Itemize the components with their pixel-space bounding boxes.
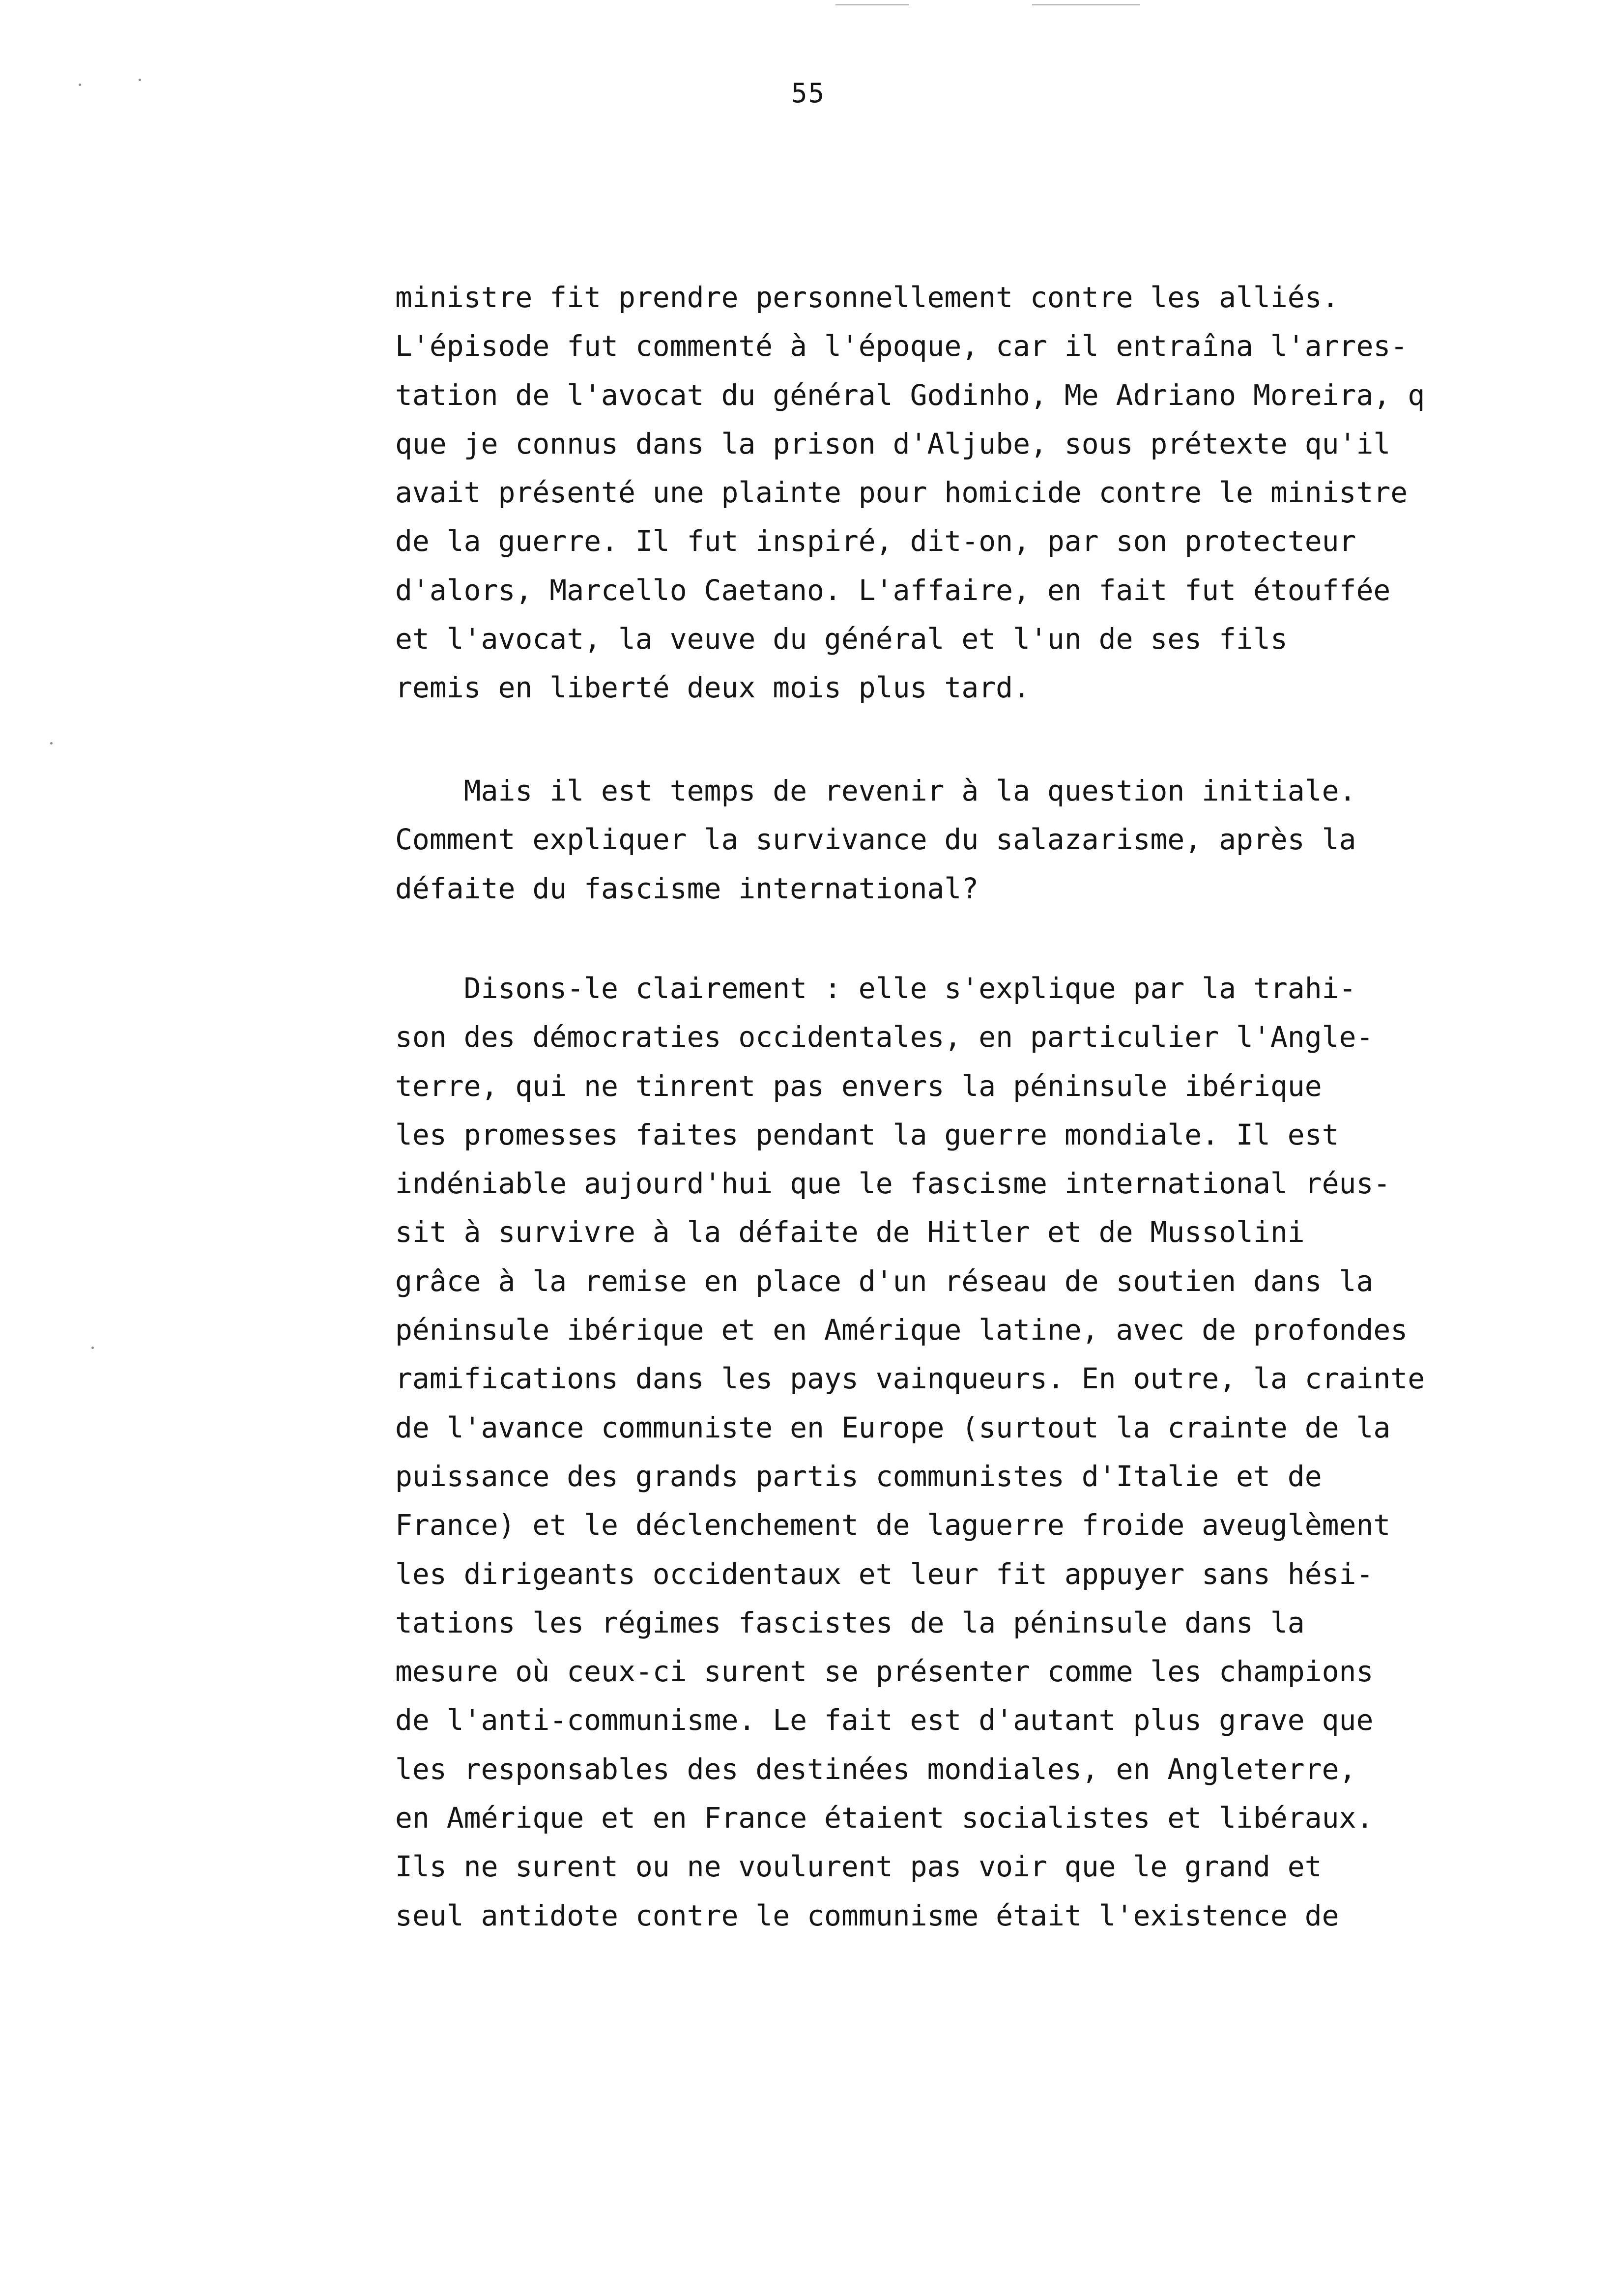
text-line: d'alors, Marcello Caetano. L'affaire, en fait fut étouffée (395, 573, 1391, 607)
text-line: grâce à la remise en place d'un réseau de soutien dans la (395, 1264, 1374, 1298)
page-number: 55 (791, 78, 826, 109)
text-line: son des démocraties occidentales, en particulier l'Angle- (395, 1020, 1374, 1054)
text-line: tation de l'avocat du général Godinho, Me Adriano Moreira, q (395, 378, 1425, 412)
scan-artifact-top-2 (1032, 4, 1140, 5)
scan-speck (79, 84, 81, 86)
text-line: ministre fit prendre personnellement contre les alliés. (395, 281, 1339, 314)
text-line: Comment expliquer la survivance du salazarisme, après la (395, 823, 1356, 857)
text-line: Ils ne surent ou ne voulurent pas voir que le grand et (395, 1850, 1322, 1884)
text-line: que je connus dans la prison d'Aljube, sous prétexte qu'il (395, 427, 1391, 460)
text-line: les dirigeants occidentaux et leur fit appuyer sans hési- (395, 1557, 1374, 1591)
text-line: et l'avocat, la veuve du général et l'un de ses fils (395, 622, 1288, 656)
text-line: remis en liberté deux mois plus tard. (395, 671, 1031, 705)
text-line: France) et le déclenchement de laguerre froide aveuglèment (395, 1508, 1391, 1542)
text-line: seul antidote contre le communisme était l'existence de (395, 1898, 1339, 1932)
scan-speck (139, 79, 141, 81)
text-line: de la guerre. Il fut inspiré, dit-on, par son protecteur (395, 524, 1356, 558)
paragraph (395, 273, 1425, 713)
text-line: de l'anti-communisme. Le fait est d'autant plus grave que (395, 1703, 1374, 1737)
text-line: tations les régimes fascistes de la péninsule dans la (395, 1606, 1305, 1639)
scan-artifact-top-1 (835, 4, 909, 5)
text-line: de l'avance communiste en Europe (surtout la crainte de la (395, 1410, 1391, 1444)
scan-speck (50, 742, 53, 745)
text-line: les promesses faites pendant la guerre mondiale. Il est (395, 1118, 1339, 1151)
scan-speck (91, 1347, 94, 1349)
text-line: défaite du fascisme international? (395, 871, 979, 905)
paragraph (395, 767, 1356, 913)
text-line: mesure où ceux-ci surent se présenter comme les champions (395, 1655, 1374, 1689)
text-line: ramifications dans les pays vainqueurs. En outre, la crainte (395, 1362, 1425, 1396)
text-line: les responsables des destinées mondiales, en Angleterre, (395, 1752, 1356, 1786)
text-line: Mais il est temps de revenir à la question initiale. (395, 774, 1356, 807)
text-line: indéniable aujourd'hui que le fascisme international réus- (395, 1167, 1391, 1201)
text-line: avait présenté une plainte pour homicide contre le ministre (395, 476, 1408, 510)
text-line: sit à survivre à la défaite de Hitler et de Mussolini (395, 1215, 1305, 1249)
text-line: en Amérique et en France étaient socialistes et libéraux. (395, 1801, 1374, 1835)
text-line: terre, qui ne tinrent pas envers la péninsule ibérique (395, 1069, 1322, 1103)
text-line: péninsule ibérique et en Amérique latine, avec de profondes (395, 1313, 1408, 1347)
paragraph (395, 964, 1425, 1940)
text-line: Disons-le clairement : elle s'explique par la trahi- (395, 972, 1356, 1005)
text-line: L'épisode fut commenté à l'époque, car il entraîna l'arres- (395, 329, 1408, 363)
text-line: puissance des grands partis communistes d'Italie et de (395, 1459, 1322, 1493)
